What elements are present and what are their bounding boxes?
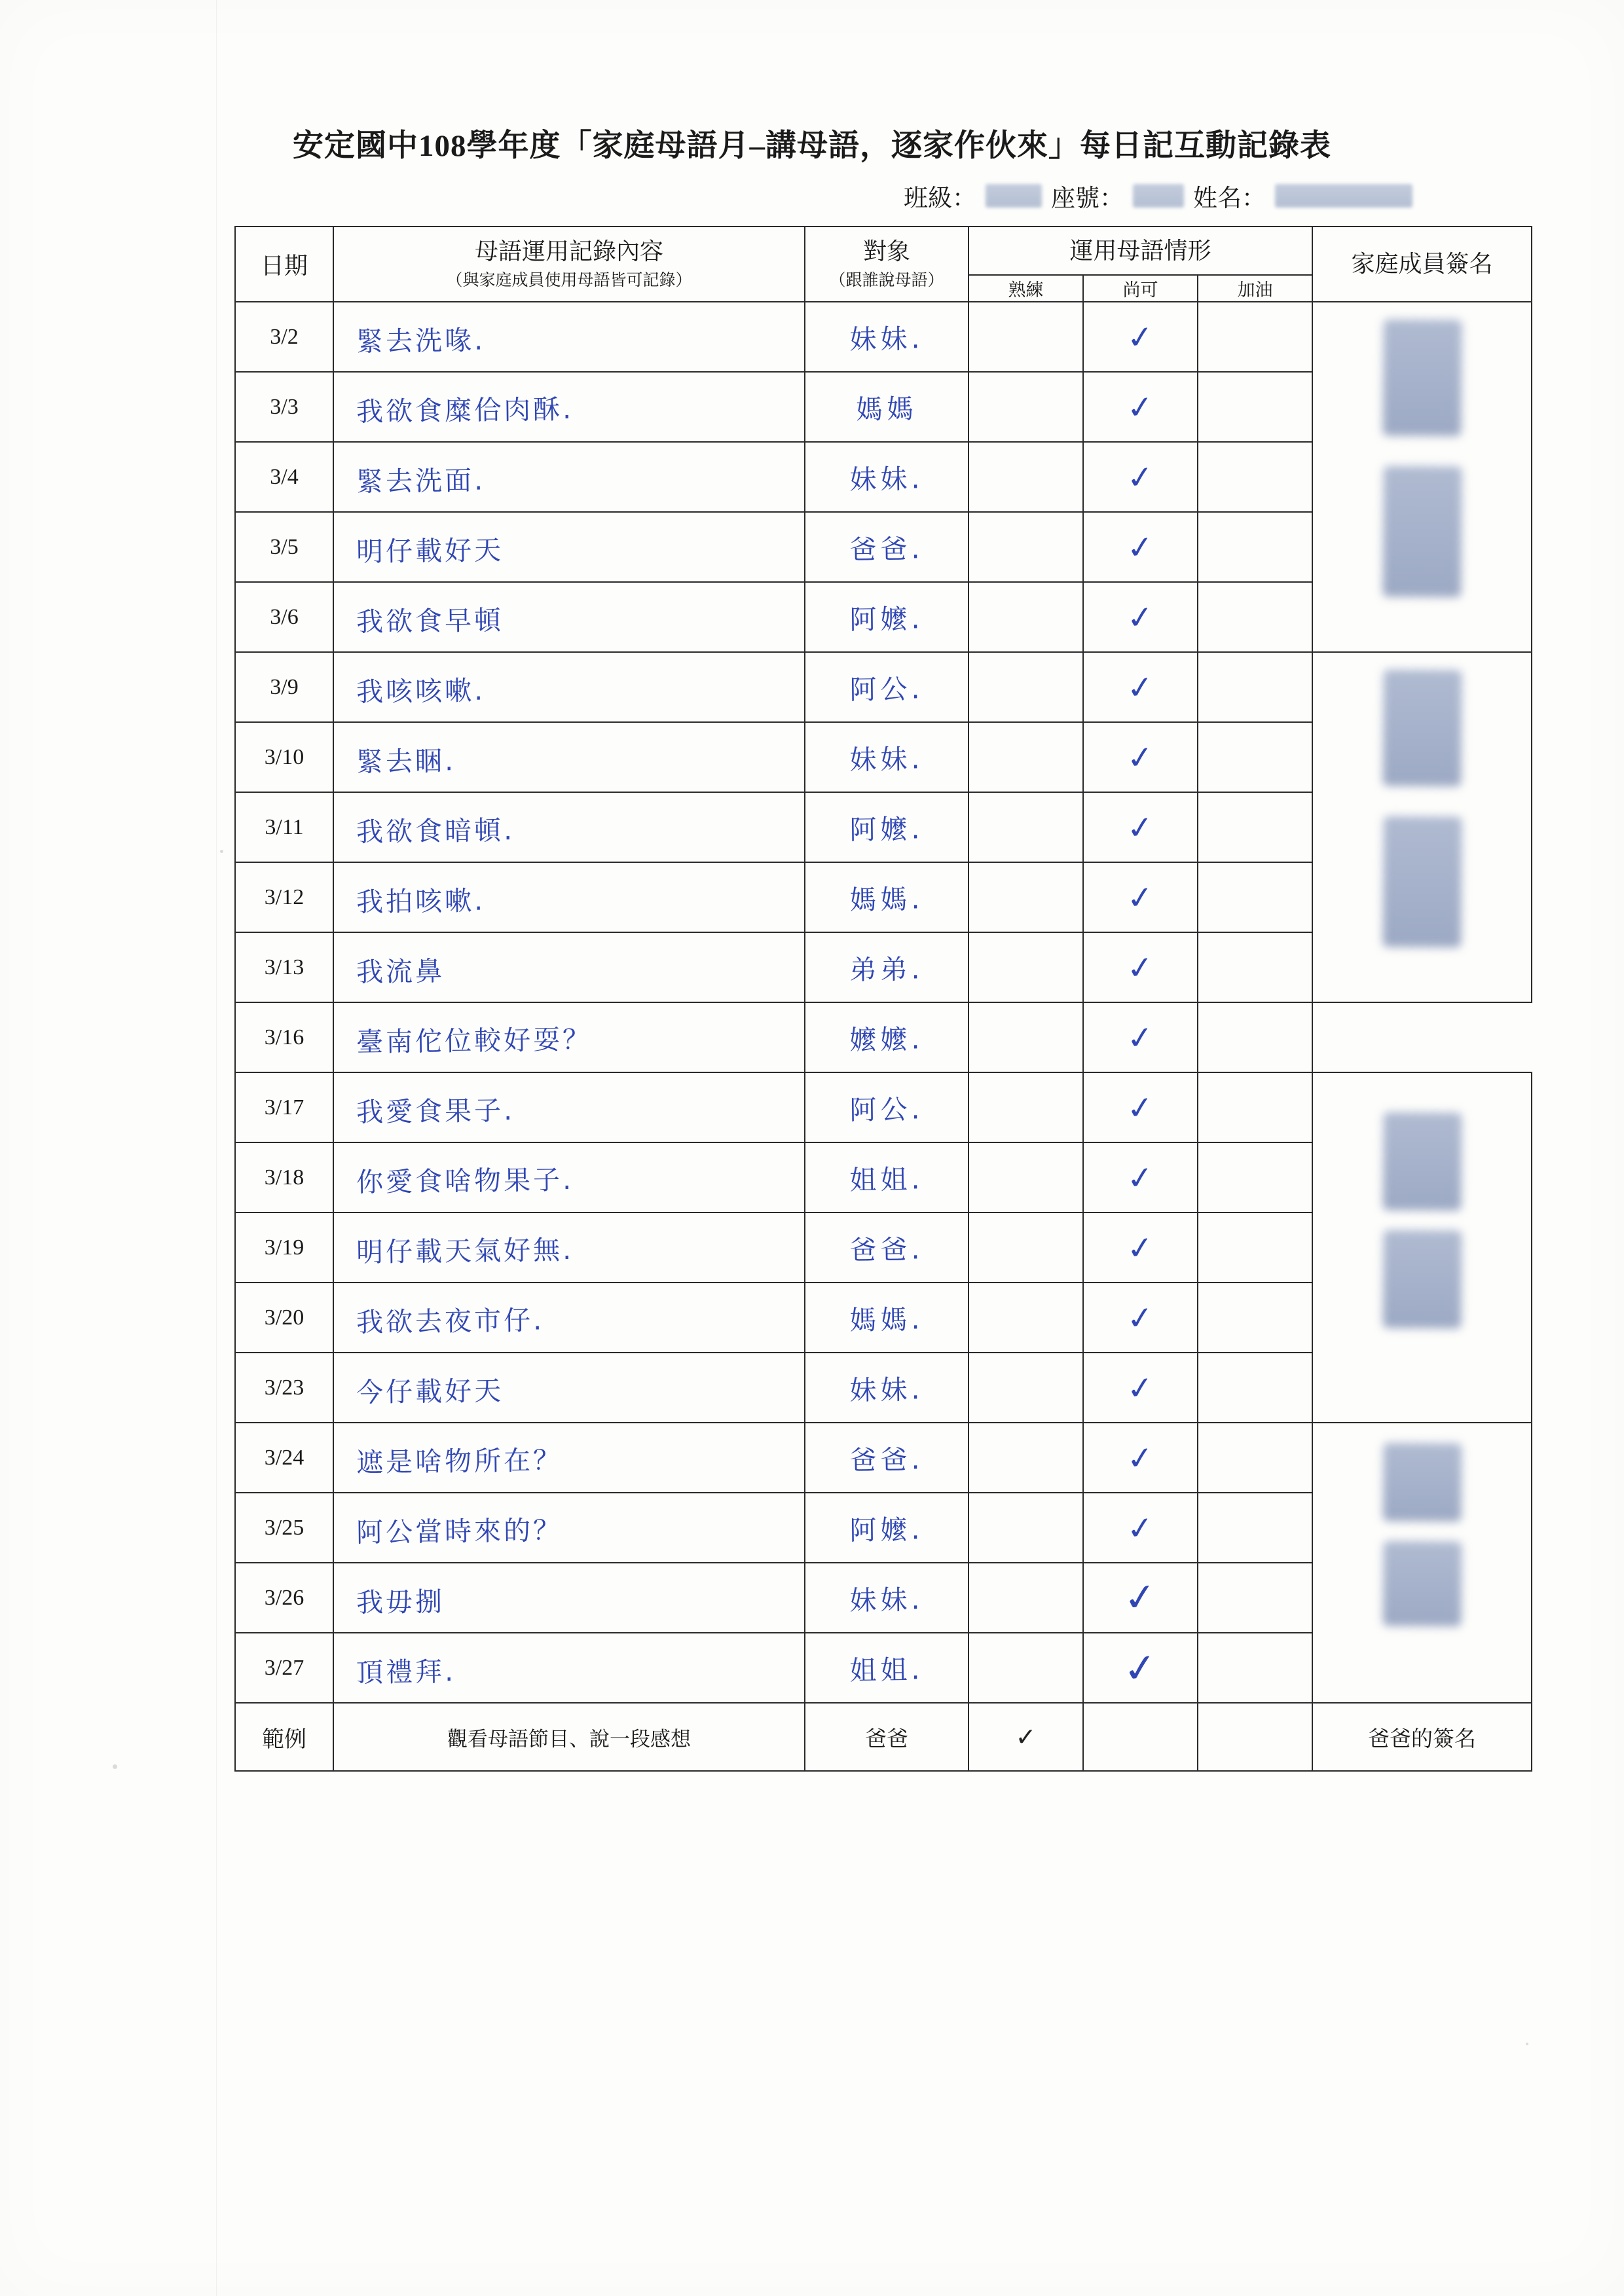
row-level-2[interactable] [1083,862,1198,932]
check-icon: ✓ [1124,1508,1157,1548]
row-level-1[interactable] [969,1283,1083,1353]
check-icon: ✓ [1120,1643,1161,1692]
student-meta [904,178,1559,213]
row-target: 爸爸. [805,1423,969,1493]
row-content: 緊去洗喙. [333,302,805,372]
row-target: 姐姐. [805,1633,969,1703]
check-icon: ✓ [1124,1228,1157,1267]
row-target: 弟弟. [805,932,969,1002]
row-level-1[interactable] [969,792,1083,862]
row-content: 緊去睏. [333,722,805,792]
signature-redacted [1382,466,1462,598]
row-target: 阿嬤. [805,582,969,652]
example-signature: 爸爸的簽名 [1312,1703,1532,1771]
signature-cell[interactable] [1312,1072,1532,1423]
signature-redacted [1382,1230,1462,1329]
row-level-3[interactable] [1198,1002,1312,1072]
row-content: 今仔載好天 [333,1353,805,1423]
row-level-2[interactable] [1083,652,1198,722]
row-target: 姐姐. [805,1142,969,1212]
row-level-2[interactable] [1083,1072,1198,1142]
row-content: 臺南佗位較好耍？ [333,1002,805,1072]
header-target-sub: （跟誰說母語） [829,272,944,290]
check-icon: ✓ [1124,317,1157,357]
row-content: 我欲食早頓 [333,582,805,652]
row-content: 我欲食糜佮肉酥. [333,372,805,442]
row-target: 爸爸. [805,512,969,582]
row-target: 媽媽. [805,1283,969,1353]
row-date: 3/16 [235,1002,333,1072]
table-row [235,1072,1532,1142]
row-content: 明仔載好天 [333,512,805,582]
row-content: 我咳咳嗽. [333,652,805,722]
row-level-2[interactable] [1083,722,1198,792]
page-title: 安定國中108學年度「家庭母語月–講母語，逐家作伙來」每日記互動記錄表 [293,129,1331,163]
table-row [235,652,1532,722]
signature-redacted [1382,1112,1462,1211]
row-date: 3/3 [235,372,333,442]
check-icon: ✓ [1124,1298,1157,1338]
row-content: 頂禮拜. [333,1633,805,1703]
signature-cell[interactable] [1312,652,1532,1002]
check-icon: ✓ [1124,947,1157,987]
check-icon: ✓ [1120,1574,1160,1621]
signature-redacted [1382,816,1462,948]
row-level-3[interactable] [1198,1283,1312,1353]
row-level-1[interactable] [969,1072,1083,1142]
row-level-2[interactable] [1083,1353,1198,1423]
table-row [235,1423,1532,1493]
check-icon: ✓ [1124,1087,1157,1127]
row-date: 3/24 [235,1423,333,1493]
row-content: 緊去洗面. [333,442,805,512]
row-content: 我欲食暗頓. [333,792,805,862]
signature-redacted [1382,1443,1462,1522]
seat-label: 座號： [1051,185,1124,212]
check-icon: ✓ [1124,1017,1157,1057]
example-target: 爸爸 [805,1703,969,1771]
row-level-3[interactable] [1198,1633,1312,1703]
row-target: 妹妹. [805,1353,969,1423]
signature-redacted [1382,670,1462,787]
row-target: 媽媽. [805,862,969,932]
row-date: 3/19 [235,1212,333,1283]
row-content: 阿公當時來的？ [333,1493,805,1563]
row-level-2[interactable] [1083,1283,1198,1353]
row-content: 遮是啥物所在？ [333,1423,805,1493]
row-date: 3/26 [235,1563,333,1633]
header-signature: 家庭成員簽名 [1312,227,1532,302]
row-content: 我欲去夜市仔. [333,1283,805,1353]
row-level-3[interactable] [1198,1423,1312,1493]
header-level-3: 加油 [1198,275,1312,302]
check-icon: ✓ [1124,807,1157,847]
row-level-1[interactable] [969,442,1083,512]
row-level-1[interactable] [969,1142,1083,1212]
header-level-1: 熟練 [969,275,1083,302]
row-level-3[interactable] [1198,1142,1312,1212]
example-row [235,1703,1532,1771]
check-icon: ✓ [1124,457,1157,497]
row-target: 妹妹. [805,722,969,792]
row-date: 3/20 [235,1283,333,1353]
row-level-2[interactable] [1083,582,1198,652]
row-target: 爸爸. [805,1212,969,1283]
row-level-1[interactable] [969,1423,1083,1493]
row-level-1[interactable] [969,1563,1083,1633]
scan-speck [1526,2043,1528,2045]
row-date: 3/18 [235,1142,333,1212]
name-label: 姓名： [1193,185,1266,212]
check-icon: ✓ [1124,1438,1157,1478]
header-content-main: 母語運用記錄內容 [474,238,663,265]
row-level-3[interactable] [1198,442,1312,512]
row-level-1[interactable] [969,512,1083,582]
signature-redacted [1382,1541,1462,1627]
check-icon: ✓ [1124,387,1157,427]
scan-speck [113,1764,117,1769]
row-level-3[interactable] [1198,1493,1312,1563]
table-header-row [235,227,1532,275]
row-date: 3/12 [235,862,333,932]
row-level-1[interactable] [969,302,1083,372]
row-level-2[interactable] [1083,1142,1198,1212]
example-level-2 [1083,1703,1198,1771]
row-level-2[interactable] [1083,1423,1198,1493]
row-level-3[interactable] [1198,512,1312,582]
scan-speck [220,850,223,853]
row-level-3[interactable] [1198,932,1312,1002]
row-date: 3/13 [235,932,333,1002]
row-level-1[interactable] [969,1493,1083,1563]
row-target: 嬤嬤. [805,1002,969,1072]
row-level-1[interactable] [969,1002,1083,1072]
row-level-2[interactable] [1083,442,1198,512]
check-icon: ✓ [1124,667,1157,707]
row-level-2[interactable] [1083,792,1198,862]
check-icon: ✓ [1124,527,1157,567]
row-level-1[interactable] [969,862,1083,932]
row-level-2[interactable] [1083,302,1198,372]
check-icon: ✓ [1124,737,1157,777]
header-target [805,227,969,302]
table-row [235,1002,1532,1072]
row-content: 你愛食啥物果子. [333,1142,805,1212]
row-level-2[interactable] [1083,512,1198,582]
class-value-redacted [986,184,1042,208]
row-content: 我愛食果子. [333,1072,805,1142]
row-level-3[interactable] [1198,792,1312,862]
row-date: 3/9 [235,652,333,722]
row-level-3[interactable] [1198,722,1312,792]
row-level-3[interactable] [1198,1353,1312,1423]
row-level-3[interactable] [1198,652,1312,722]
row-target: 阿公. [805,652,969,722]
signature-cell[interactable] [1312,302,1532,652]
row-level-3[interactable] [1198,1072,1312,1142]
mother-tongue-log-table [234,226,1532,1772]
row-level-1[interactable] [969,582,1083,652]
class-label: 班級： [904,185,976,212]
row-content: 明仔載天氣好無. [333,1212,805,1283]
check-icon: ✓ [1124,1368,1157,1408]
row-target: 阿嬤. [805,1493,969,1563]
scan-fold-line [216,0,217,2296]
row-level-1[interactable] [969,932,1083,1002]
header-date: 日期 [235,227,333,302]
row-level-2[interactable] [1083,1002,1198,1072]
row-target: 媽媽 [805,372,969,442]
row-level-2[interactable] [1083,1212,1198,1283]
row-level-3[interactable] [1198,582,1312,652]
signature-cell[interactable] [1312,1423,1532,1703]
row-level-2[interactable] [1083,372,1198,442]
row-date: 3/23 [235,1353,333,1423]
check-icon: ✓ [1015,1723,1037,1751]
row-date: 3/2 [235,302,333,372]
row-level-2[interactable] [1083,1493,1198,1563]
header-level-2: 尚可 [1083,275,1198,302]
table-row [235,302,1532,372]
check-icon: ✓ [1124,597,1157,637]
name-value-redacted [1275,184,1412,208]
row-date: 3/4 [235,442,333,512]
row-date: 3/17 [235,1072,333,1142]
example-label: 範例 [235,1703,333,1771]
row-target: 妹妹. [805,302,969,372]
row-target: 妹妹. [805,1563,969,1633]
check-icon: ✓ [1124,1157,1157,1197]
row-level-3[interactable] [1198,862,1312,932]
row-date: 3/5 [235,512,333,582]
row-target: 妹妹. [805,442,969,512]
row-target: 阿公. [805,1072,969,1142]
header-content-sub: （與家庭成員使用母語皆可記錄） [446,272,692,290]
row-level-2[interactable] [1083,1633,1198,1703]
row-date: 3/25 [235,1493,333,1563]
row-content: 我流鼻 [333,932,805,1002]
row-date: 3/10 [235,722,333,792]
row-content: 我毋捌 [333,1563,805,1633]
row-date: 3/27 [235,1633,333,1703]
row-level-2[interactable] [1083,1563,1198,1633]
header-target-main: 對象 [862,238,910,265]
row-level-1[interactable] [969,722,1083,792]
row-level-3[interactable] [1198,1563,1312,1633]
header-usage-group: 運用母語情形 [969,227,1312,275]
seat-value-redacted [1133,184,1184,208]
row-level-1[interactable] [969,1353,1083,1423]
row-level-3[interactable] [1198,302,1312,372]
row-level-1[interactable] [969,1212,1083,1283]
row-level-1[interactable] [969,652,1083,722]
row-level-1[interactable] [969,372,1083,442]
row-level-3[interactable] [1198,1212,1312,1283]
example-content: 觀看母語節目、說一段感想 [333,1703,805,1771]
check-icon: ✓ [1124,877,1157,917]
example-level-3 [1198,1703,1312,1771]
row-date: 3/6 [235,582,333,652]
row-level-1[interactable] [969,1633,1083,1703]
row-level-3[interactable] [1198,372,1312,442]
signature-redacted [1382,319,1462,437]
row-content: 我拍咳嗽. [333,862,805,932]
row-date: 3/11 [235,792,333,862]
example-level-1 [969,1703,1083,1771]
header-content [333,227,805,302]
row-target: 阿嬤. [805,792,969,862]
row-level-2[interactable] [1083,932,1198,1002]
